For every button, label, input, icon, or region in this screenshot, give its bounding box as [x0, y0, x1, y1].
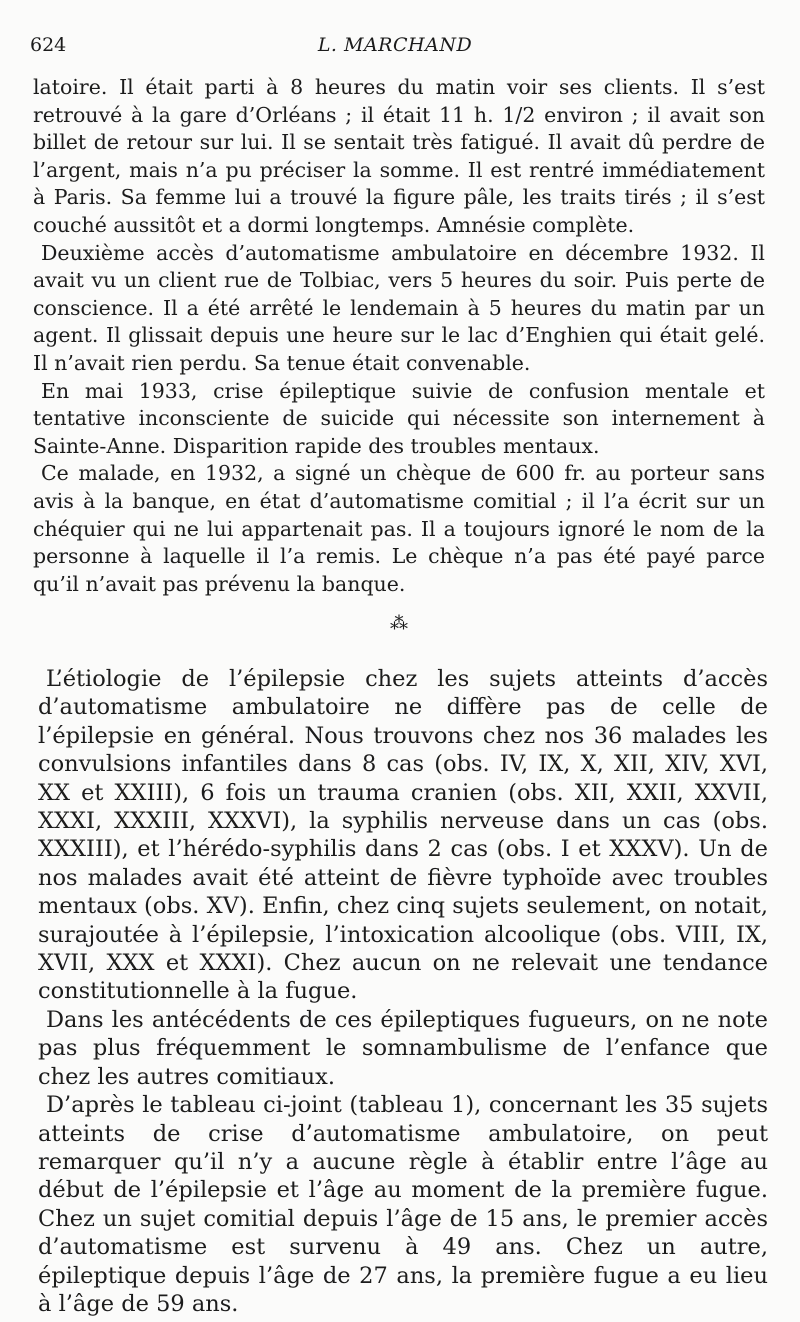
paragraph-somnambulism: Dans les antécédents de ces épileptiques fugueurs, on ne note pas plus fréquemment le somnambulisme de l’enfance que chez les autres comitiaux.	[38, 1006, 768, 1090]
page-header	[30, 30, 760, 60]
running-title: L. MARCHAND	[317, 34, 473, 56]
section-separator-wrap	[33, 613, 765, 635]
etiology-section	[38, 665, 768, 1318]
paragraph-age-table: D’après le tableau ci-joint (tableau 1), concernant les 35 sujets atteints de crise d’automatisme ambulatoire, on peut remarquer qu’il n’y a aucune règle à établir entre l’âge au début de l’épilepsie et l’âge au moment de la première fugue. Chez un sujet comitial depuis l’âge de 15 ans, le premier accès d’automatisme est survenu à 49 ans. Chez un autre, épileptique depuis l’âge de 27 ans, la première fugue a eu lieu à l’âge de 59 ans.	[38, 1092, 768, 1317]
asterism-separator: ⁂	[390, 613, 408, 634]
paragraph-continuation: latoire. Il était parti à 8 heures du matin voir ses clients. Il s’est retrouvé à la gare d’Orléans ; il était 11 h. 1/2 environ ; il avait son billet de retour sur lui. Il se sentait très fatigué. Il avait dû perdre de l’argent, mais n’a pu préciser la somme. Il est rentré immédiatement à Paris. Sa femme lui a trouvé la figure pâle, les traits tirés ; il s’est couché aussitôt et a dormi longtemps. Amnésie complète.	[33, 75, 765, 237]
paragraph-cheque: Ce malade, en 1932, a signé un chèque de 600 fr. au porteur sans avis à la banque, en état d’automatisme comitial ; il l’a écrit sur un chéquier qui ne lui appartenait pas. Il a toujours ignoré le nom de la personne à laquelle il l’a remis. Le chèque n’a pas été payé parce qu’il n’avait pas prévenu la banque.	[33, 461, 765, 596]
paragraph-etiology: L’étiologie de l’épilepsie chez les sujets atteints d’accès d’automatisme ambulatoire ne diffère pas de celle de l’épilepsie en général. Nous trouvons chez nos 36 malades les convulsions infantiles dans 8 cas (obs. IV, IX, X, XII, XIV, XVI, XX et XXIII), 6 fois un trauma cranien (obs. XII, XXII, XXVII, XXXI, XXXIII, XXXVI), la syphilis nerveuse dans un cas (obs. XXXIII), et l’hérédo-syphilis dans 2 cas (obs. I et XXXV). Un de nos malades avait été atteint de fièvre typhoïde avec troubles mentaux (obs. XV). Enfin, chez cinq sujets seulement, on notait, surajoutée à l’épilepsie, l’intoxication alcoolique (obs. VIII, IX, XVII, XXX et XXXI). Chez aucun on ne relevait une tendance constitutionnelle à la fugue.	[38, 666, 768, 1005]
paragraph-may-1933: En mai 1933, crise épileptique suivie de confusion mentale et tentative inconsciente de suicide qui nécessite son internement à Sainte-Anne. Disparition rapide des troubles mentaux.	[33, 378, 765, 458]
paragraph-second-episode: Deuxième accès d’automatisme ambulatoire en décembre 1932. Il avait vu un client rue de Tolbiac, vers 5 heures du soir. Puis perte de conscience. Il a été arrêté le lendemain à 5 heures du matin par un agent. Il glissait depuis une heure sur le lac d’Enghien qui était gelé. Il n’avait rien perdu. Sa tenue était convenable.	[33, 240, 765, 375]
page-number: 624	[30, 34, 67, 56]
case-report-section	[33, 74, 765, 598]
